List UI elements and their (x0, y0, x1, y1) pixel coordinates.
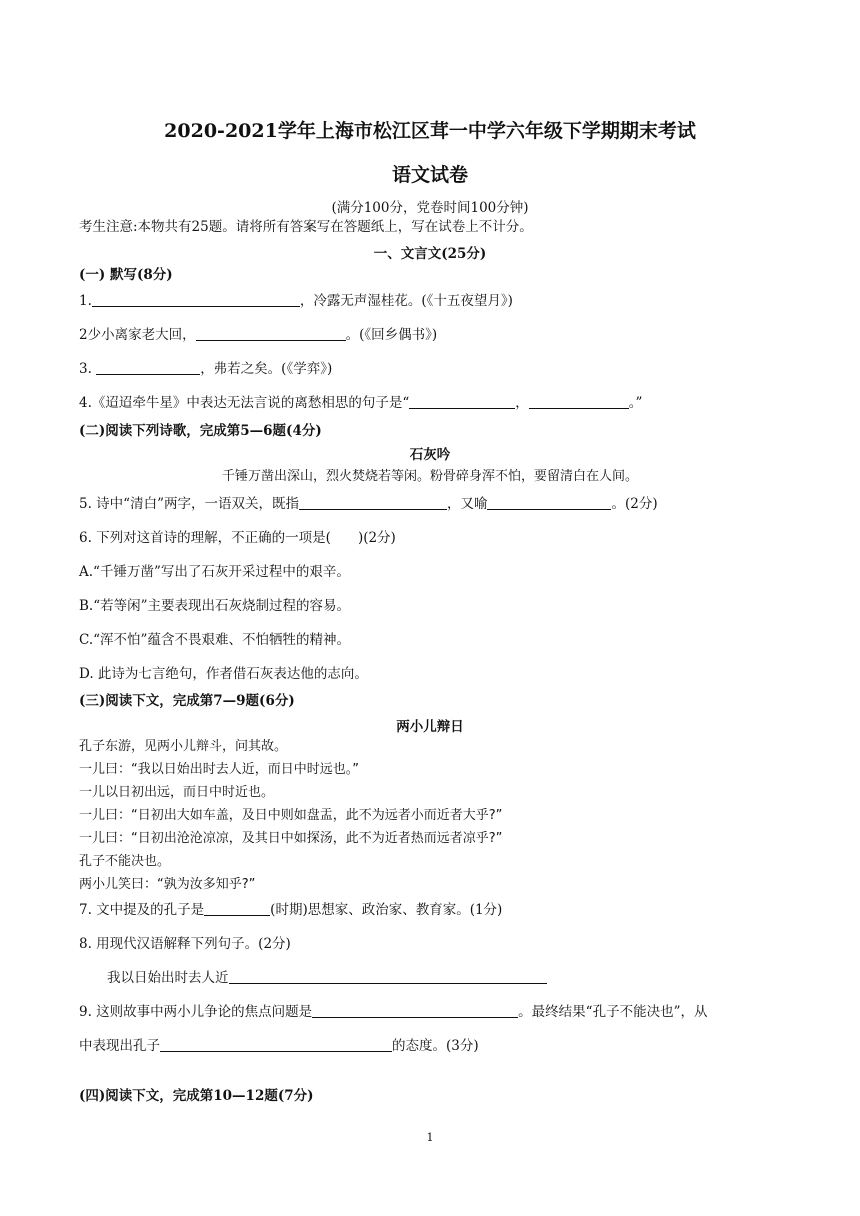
question-1 (79, 292, 790, 310)
passage-line: 孔子东游，见两小儿辩斗，问其故。 (79, 739, 288, 754)
q7-answer-blank[interactable] (204, 901, 270, 916)
passage-title: 两小儿辩日 (396, 719, 464, 735)
q6-option-d: D. 此诗为七言绝句，作者借石灰表达他的志向。 (79, 666, 368, 682)
poem-title: 石灰吟 (409, 447, 451, 463)
q7-text-after: (时期)思想家、政治家、教育家。(1分) (270, 902, 503, 918)
question-7 (79, 901, 790, 919)
score-time-note: (满分100分，党卷时间100分钟) (331, 200, 529, 216)
q2-answer-blank[interactable] (196, 326, 346, 341)
q3-answer-blank[interactable] (96, 360, 200, 375)
q1-answer-blank[interactable] (92, 292, 300, 307)
q8-answer-blank[interactable] (229, 969, 547, 984)
q9-text-before: 9. 这则故事中两小儿争论的焦点问题是 (79, 1004, 313, 1020)
q2-text-before: 2少小离家老大回， (79, 327, 196, 343)
question-6-stem: 6. 下列对这首诗的理解，不正确的一项是( )(2分) (79, 530, 396, 546)
q5-answer-blank-1[interactable] (299, 495, 447, 510)
exam-subtitle: 语文试卷 (391, 164, 468, 186)
question-3 (79, 360, 790, 378)
question-8-sentence (107, 969, 790, 987)
question-2 (79, 326, 790, 344)
part1-heading: (一) 默写(8分) (79, 267, 173, 283)
question-8-stem: 8. 用现代汉语解释下列句子。(2分) (79, 936, 291, 952)
question-9-line2 (79, 1037, 790, 1055)
part3-heading: (三)阅读下文，完成第7—9题(6分) (79, 693, 295, 709)
exam-notice: 考生注意:本物共有25题。请将所有答案写在答题纸上，写在试卷上不计分。 (79, 219, 533, 235)
q7-text-before: 7. 文中提及的孔子是 (79, 902, 205, 918)
q1-number: 1. (79, 293, 92, 309)
q5-answer-blank-2[interactable] (487, 495, 611, 510)
q6-option-c: C.“浑不怕”蕴含不畏艰难、不怕牺牲的精神。 (79, 632, 350, 648)
page-number: 1 (426, 1131, 434, 1144)
q5-text-after: 。(2分) (611, 496, 658, 512)
passage-line: 两小儿笑曰：“孰为汝多知乎?” (79, 877, 256, 892)
passage-line: 一儿曰：“我以日始出时去人近，而日中时远也。” (79, 762, 359, 777)
passage-line: 孔子不能决也。 (79, 854, 171, 869)
q9-answer-blank-2[interactable] (160, 1037, 392, 1052)
q9-line2-before: 中表现出孔子 (79, 1038, 160, 1054)
q5-text-mid: ，又喻 (446, 496, 488, 512)
q4-text-mid: ， (515, 395, 529, 411)
passage-line: 一儿曰：“日初出大如车盖，及日中则如盘盂，此不为远者小而近者大乎?” (79, 808, 503, 823)
exam-title: 2020-2021学年上海市松江区茸一中学六年级下学期期末考试 (164, 120, 696, 142)
q3-text: ，弗若之矣。(《学弈》) (200, 361, 333, 377)
q1-text: ，冷露无声湿桂花。(《十五夜望月》) (299, 293, 513, 309)
q6-option-a: A.“千锤万凿”写出了石灰开采过程中的艰辛。 (79, 564, 350, 580)
q4-answer-blank-1[interactable] (409, 394, 515, 409)
q9-line2-after: 的态度。(3分) (392, 1038, 479, 1054)
q4-answer-blank-2[interactable] (529, 394, 629, 409)
passage-line: 一儿以日初出远，而日中时近也。 (79, 785, 275, 800)
q9-text-after: 。最终结果“孔子不能决也”，从 (518, 1004, 708, 1020)
q2-text-after: 。(《回乡偶书》) (345, 327, 438, 343)
q9-answer-blank-1[interactable] (312, 1003, 518, 1018)
question-4 (79, 394, 790, 412)
q3-number: 3. (79, 361, 92, 377)
section-heading: 一、文言文(25分) (373, 246, 487, 262)
q6-option-b: B.“若等闲”主要表现出石灰烧制过程的容易。 (79, 598, 351, 614)
q4-text-before: 4.《迢迢牵牛星》中表达无法言说的离愁相思的句子是“ (79, 395, 410, 411)
question-9 (79, 1003, 790, 1021)
question-5 (79, 495, 790, 513)
part2-heading: (二)阅读下列诗歌，完成第5—6题(4分) (79, 423, 322, 439)
q5-text-before: 5. 诗中“清白”两字，一语双关，既指 (79, 496, 299, 512)
q8-sentence-text: 我以日始出时去人近 (107, 970, 229, 986)
part4-heading: (四)阅读下文，完成第10—12题(7分) (79, 1088, 314, 1104)
poem-text: 千锤万凿出深山，烈火焚烧若等闲。粉骨碎身浑不怕，要留清白在人间。 (221, 469, 638, 484)
passage-line: 一儿曰：“日初出沧沧凉凉，及其日中如探汤，此不为近者热而远者凉乎?” (79, 831, 503, 846)
q4-text-after: 。” (628, 395, 643, 411)
